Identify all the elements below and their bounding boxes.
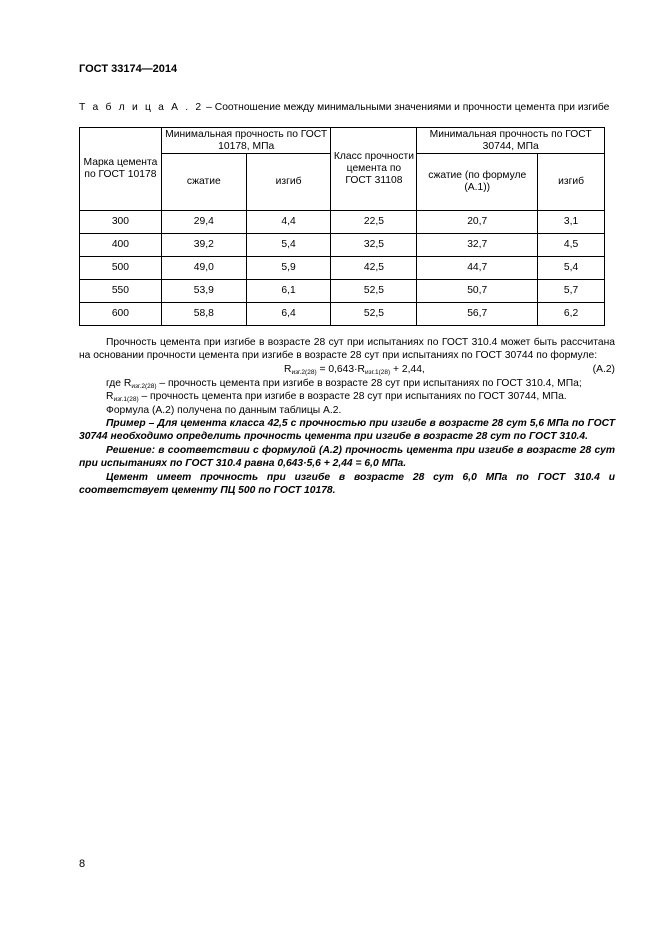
formula-sub-2: изг.1(28): [364, 368, 391, 376]
table-caption-text: – Соотношение между минимальными значениями и прочности цемента при изгибе: [203, 102, 610, 113]
cell: 4,4: [246, 211, 331, 234]
cell: 22,5: [331, 211, 417, 234]
table-row: [80, 257, 605, 280]
cell: 42,5: [331, 257, 417, 280]
formula-r: R: [284, 363, 292, 375]
cell: 6,4: [246, 303, 331, 326]
cell: 4,5: [538, 234, 605, 257]
document-header: ГОСТ 33174—2014: [79, 63, 178, 75]
cell: 56,7: [417, 303, 538, 326]
cell: 5,9: [246, 257, 331, 280]
cell: 400: [80, 234, 162, 257]
cell: 5,7: [538, 280, 605, 303]
cell: 53,9: [161, 280, 246, 303]
definition-r2-sub: изг.2(28): [131, 382, 157, 390]
table-row: [80, 303, 605, 326]
cell: 6,2: [538, 303, 605, 326]
cell: 39,2: [161, 234, 246, 257]
th-class: Класс прочности цемента по ГОСТ 31108: [331, 128, 417, 211]
th-compression: сжатие: [161, 154, 246, 211]
cell: 500: [80, 257, 162, 280]
definition-r2: [79, 377, 615, 390]
page-number: 8: [79, 858, 86, 870]
table-row: [80, 280, 605, 303]
paragraph-solution: Решение: в соответствии с формулой (А.2) прочность цемента при изгибе в возрасте 28 сут при испытаниях по ГОСТ 310.4 равна 0,643·5,6 + 2,44 = 6,0 МПа.: [79, 444, 615, 470]
table-caption-label: Т а б л и ц а А . 2: [79, 102, 204, 113]
definition-r1-pre: R: [106, 391, 114, 403]
formula-mid: = 0,643·R: [316, 363, 365, 375]
formula-a2: [79, 363, 615, 377]
cell: 52,5: [331, 303, 417, 326]
cell: 44,7: [417, 257, 538, 280]
table-row: [80, 234, 605, 257]
paragraph-example: Пример – Для цемента класса 42,5 с прочностью при изгибе в возрасте 28 сут 5,6 МПа по ГОСТ 30744 необходимо определить прочность цемента при изгибе в возрасте 28 сут по ГОСТ 310.4.: [79, 418, 615, 443]
formula-tail: + 2,44,: [390, 363, 425, 375]
formula-sub-1: изг.2(28): [291, 368, 317, 376]
definition-r1-sub: изг.1(28): [113, 396, 139, 404]
paragraph-conclusion: Цемент имеет прочность при изгибе в возрасте 28 сут 6,0 МПа по ГОСТ 310.4 и соответствует цементу ПЦ 500 по ГОСТ 10178.: [79, 471, 615, 497]
cell: 32,5: [331, 234, 417, 257]
paragraph-formula-source: Формула (А.2) получена по данным таблицы А.2.: [106, 404, 342, 416]
cell: 600: [80, 303, 162, 326]
th-mark: Марка цемента по ГОСТ 10178: [80, 128, 162, 211]
cell: 52,5: [331, 280, 417, 303]
definition-r2-text: – прочность цемента при изгибе в возрасте 28 сут при испытаниях по ГОСТ 310.4, МПа;: [156, 377, 582, 389]
body-text: [79, 336, 615, 497]
definition-r2-pre: где R: [106, 377, 132, 389]
table-caption: [79, 101, 614, 114]
paragraph-intro: Прочность цемента при изгибе в возрасте 28 сут при испытаниях по ГОСТ 310.4 может быть рассчитана на основании прочности цемента при изгибе в возрасте 28 сут при испытаниях по ГОСТ 30744 по формуле:: [79, 337, 615, 362]
cell: 300: [80, 211, 162, 234]
th-compression-formula: сжатие (по формуле (А.1)): [417, 154, 538, 211]
cell: 550: [80, 280, 162, 303]
table-row: [80, 211, 605, 234]
cell: 49,0: [161, 257, 246, 280]
th-min-10178: Минимальная прочность по ГОСТ 10178, МПа: [161, 128, 331, 154]
cell: 20,7: [417, 211, 538, 234]
formula-expression: [284, 363, 425, 376]
cell: 32,7: [417, 234, 538, 257]
cell: 3,1: [538, 211, 605, 234]
formula-number: (А.2): [592, 363, 615, 375]
definition-r1: [79, 390, 615, 403]
th-min-30744: Минимальная прочность по ГОСТ 30744, МПа: [417, 128, 605, 154]
cell: 29,4: [161, 211, 246, 234]
cell: 58,8: [161, 303, 246, 326]
cell: 50,7: [417, 280, 538, 303]
cell: 6,1: [246, 280, 331, 303]
definition-r1-text: – прочность цемента при изгибе в возрасте 28 сут при испытаниях по ГОСТ 30744, МПа.: [138, 391, 567, 403]
cell: 5,4: [246, 234, 331, 257]
th-bending: изгиб: [246, 154, 331, 211]
cell: 5,4: [538, 257, 605, 280]
strength-table: [79, 127, 605, 326]
th-bending-2: изгиб: [538, 154, 605, 211]
